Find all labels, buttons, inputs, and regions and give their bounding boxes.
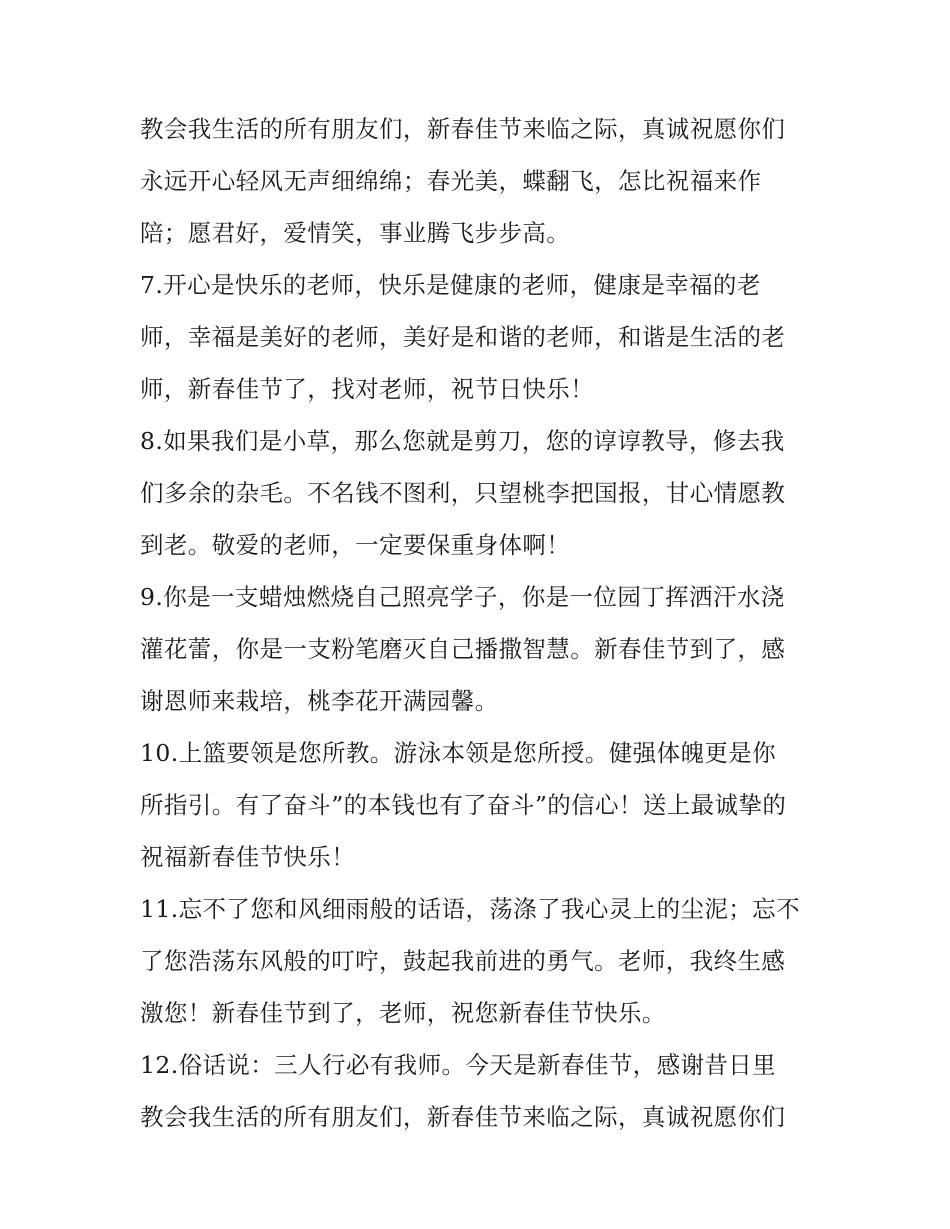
text-line: 教会我生活的所有朋友们，新春佳节来临之际，真诚祝愿你们 [140,115,786,143]
text-line: 了您浩荡东风般的叮咛，鼓起我前进的勇气。老师，我终生感 [140,947,786,975]
text-line: 陪；愿君好，爱情笑，事业腾飞步步高。 [140,219,571,247]
text-line: 所指引。有了奋斗”的本钱也有了奋斗”的信心！送上最诚挚的 [140,791,787,819]
text-line: 灌花蕾，你是一支粉笔磨灭自己播撒智慧。新春佳节到了，感 [140,635,786,663]
text-line: 们多余的杂毛。不名钱不图利，只望桃李把国报，甘心情愿教 [140,479,786,507]
text-line: 谢恩师来栽培，桃李花开满园馨。 [140,687,499,715]
text-line: 10.上篮要领是您所教。游泳本领是您所授。健强体魄更是你 [140,739,777,767]
text-line: 9.你是一支蜡烛燃烧自己照亮学子，你是一位园丁挥洒汗水浇 [140,583,785,611]
text-line: 12.俗话说：三人行必有我师。今天是新春佳节，感谢昔日里 [140,1051,777,1079]
text-line: 11.忘不了您和风细雨般的话语，荡涤了我心灵上的尘泥；忘不 [140,895,800,923]
text-line: 永远开心轻风无声细绵绵；春光美，蝶翻飞，怎比祝福来作 [140,167,762,195]
text-line: 教会我生活的所有朋友们，新春佳节来临之际，真诚祝愿你们 [140,1103,786,1131]
text-line: 8.如果我们是小草，那么您就是剪刀，您的谆谆教导，修去我 [140,427,785,455]
text-line: 祝福新春佳节快乐！ [140,843,356,871]
text-line: 师，新春佳节了，找对老师，祝节日快乐！ [140,375,595,403]
text-line: 7.开心是快乐的老师，快乐是健康的老师，健康是幸福的老 [140,271,761,299]
document-page [140,103,814,1143]
text-line: 激您！新春佳节到了，老师，祝您新春佳节快乐。 [140,999,666,1027]
text-line: 到老。敬爱的老师，一定要保重身体啊！ [140,531,571,559]
text-line: 师，幸福是美好的老师，美好是和谐的老师，和谐是生活的老 [140,323,786,351]
